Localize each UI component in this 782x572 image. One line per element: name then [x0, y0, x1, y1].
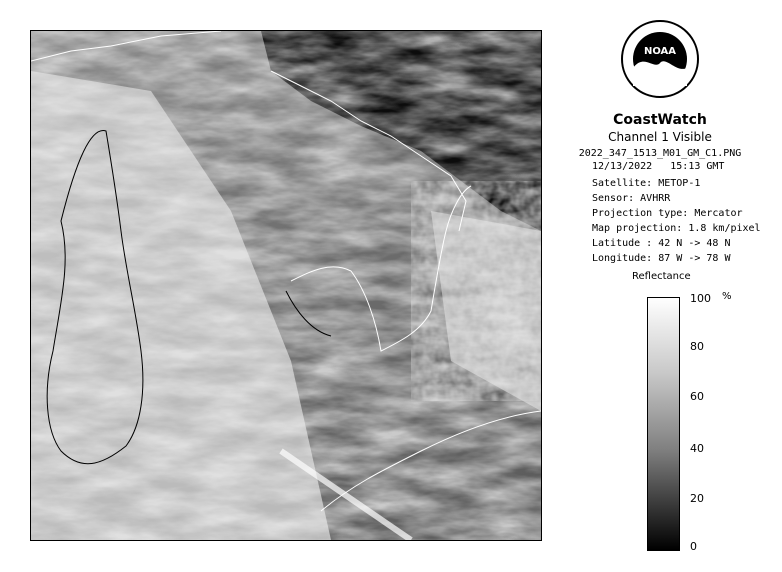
filename-label: 2022_347_1513_M01_GM_C1.PNG — [578, 148, 742, 159]
sensor-label: Sensor: AVHRR — [592, 193, 671, 204]
latitude-label: Latitude : 42 N -> 48 N — [592, 238, 731, 249]
tick-label-100: 100 — [690, 292, 711, 305]
satellite-label: Satellite: METOP-1 — [592, 178, 701, 189]
projection-label: Projection type: Mercator — [592, 208, 743, 219]
tick-label-20: 20 — [690, 492, 704, 505]
legend-unit: % — [722, 291, 732, 302]
panel-title: CoastWatch — [613, 112, 707, 128]
tick-label-60: 60 — [690, 390, 704, 403]
satellite-image-map — [30, 30, 542, 541]
map-projection-label: Map projection: 1.8 km/pixel — [592, 223, 761, 234]
reflectance-colorbar — [647, 297, 680, 551]
legend-title: Reflectance — [632, 271, 691, 282]
tick-label-0: 0 — [690, 540, 697, 553]
panel-subtitle: Channel 1 Visible — [608, 130, 712, 144]
noaa-logo — [619, 18, 701, 110]
datetime-label: 12/13/2022 15:13 GMT — [592, 161, 725, 172]
tick-label-40: 40 — [690, 442, 704, 455]
longitude-label: Longitude: 87 W -> 78 W — [592, 253, 731, 264]
tick-label-80: 80 — [690, 340, 704, 353]
noaa-logo-text: NOAA — [643, 46, 677, 57]
